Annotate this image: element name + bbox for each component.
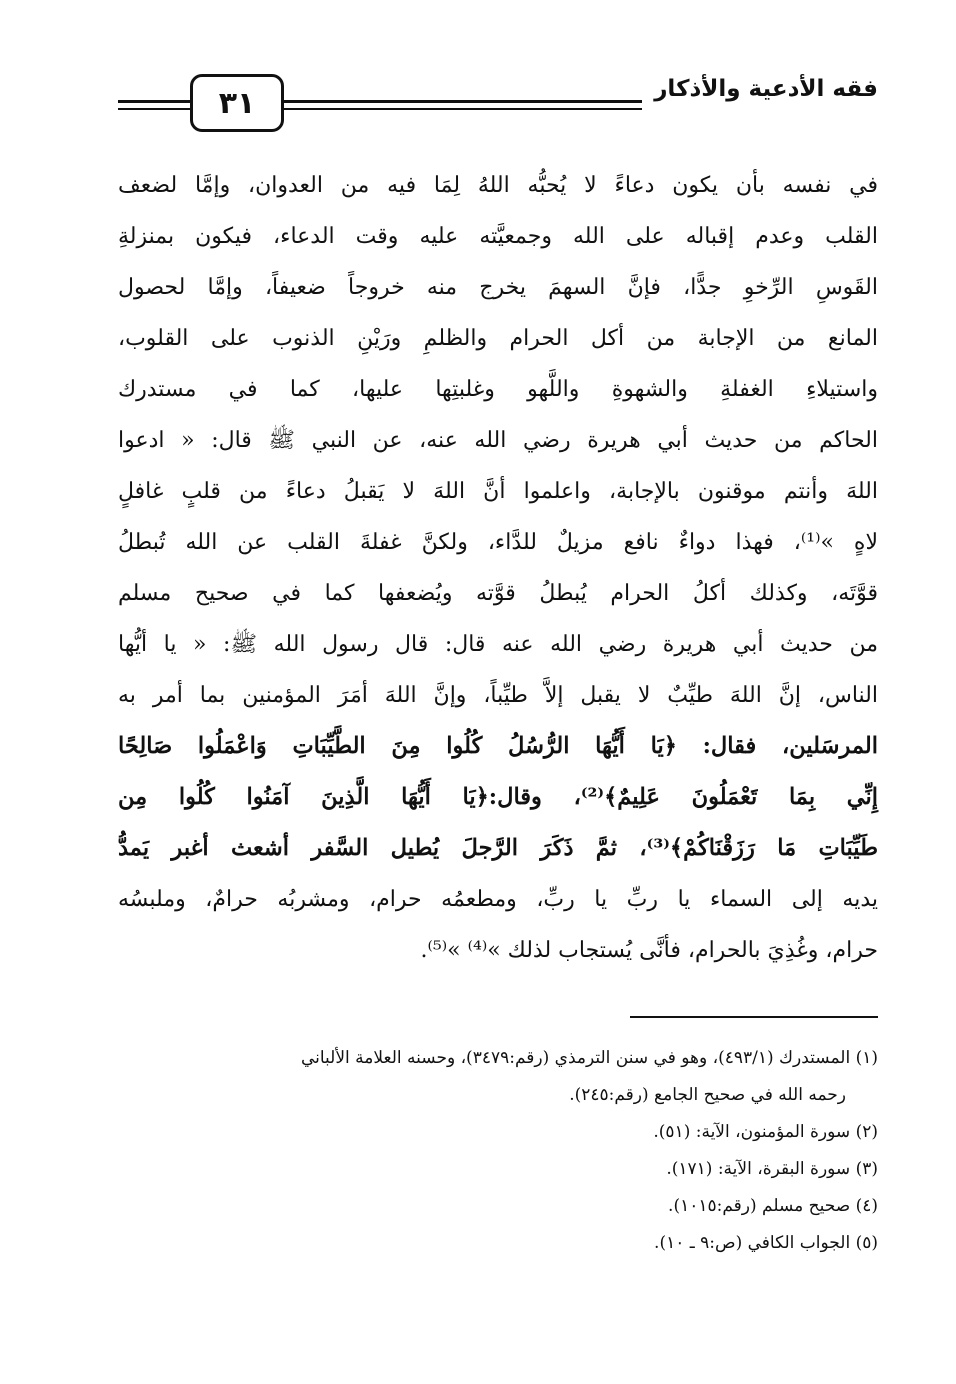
- header-rule-left: [118, 100, 190, 103]
- text-line: القَوسِ الرِّخوِ جدًّا، فإنَّ السهمَ يخرج منه خروجاً ضعيفاً، وإمَّا لحصول: [118, 275, 878, 300]
- page-header: [118, 62, 878, 142]
- footnote-divider: [630, 1016, 878, 1018]
- text-line: يديه إلى السماء يا ربِّ يا ربِّ، ومطعمُه حرام، ومشربُه حرامٌ، وملبسُه: [118, 887, 878, 912]
- text-line: اللهَ وأنتم موقنون بالإجابة، واعلموا أنَّ اللهَ لا يَقبلُ دعاءً من قلبٍ غافلٍ: [118, 479, 878, 504]
- page-number: ٣١: [190, 74, 284, 132]
- footnote-continuation: رحمه الله في صحيح الجامع (رقم:٢٤٥).: [569, 1085, 846, 1105]
- text-line: في نفسه بأن يكون دعاءً لا يُحبُّه اللهُ لِمَا فيه من العدوان، وإمَّا لضعف: [118, 173, 878, 198]
- quran-line: المرسَلين، فقال: ﴿يَا أَيُّهَا الرُّسُلُ كُلُوا مِنَ الطَّيِّبَاتِ وَاعْمَلُوا صَالِحًا: [118, 733, 878, 759]
- text-line: حرام، وغُذِيَ بالحرام، فأنَّى يُستجاب لذلك »⁽⁴⁾ »⁽⁵⁾.: [420, 938, 878, 963]
- text-line: المانع من الإجابة من أكل الحرام والظلمِ ورَيْنِ الذنوب على القلوب،: [118, 326, 878, 351]
- quran-line: طَيِّبَاتِ مَا رَزَقْنَاكُمْ﴾⁽³⁾، ثمَّ ذَكَرَ الرَّجلَ يُطيل السَّفر أشعث أغبر يَمدُّ: [118, 835, 878, 861]
- text-line: من حديث أبي هريرة رضي الله عنه قال: قال رسول الله ﷺ: « يا أيُّها: [118, 632, 878, 657]
- text-line: قوَّتَه، وكذلك أكلُ الحرام يُبطلُ قوَّته ويُضعفها كما في صحيح مسلم: [118, 581, 878, 606]
- footnote: (١) المستدرك (٤٩٣/١)، وهو في سنن الترمذي (رقم:٣٤٧٩)، وحسنه العلامة الألباني: [300, 1048, 878, 1068]
- quran-line: إِنِّي بِمَا تَعْمَلُونَ عَلِيمٌ﴾⁽²⁾، وقال:﴿يَا أَيُّهَا الَّذِينَ آمَنُوا كُلُوا مِن: [118, 784, 879, 810]
- footnote: (٣) سورة البقرة، الآية: (١٧١).: [666, 1159, 878, 1179]
- main-text: [118, 160, 878, 976]
- text-line: الحاكم من حديث أبي هريرة رضي الله عنه، عن النبي ﷺ قال: « ادعوا: [118, 428, 878, 453]
- header-rule-right: [284, 100, 642, 103]
- text-line: لاهٍ »⁽¹⁾، فهذا دواءٌ نافع مزيلٌ للدَّاء، ولكنَّ غفلةَ القلب عن الله تُبطلُ: [118, 530, 878, 555]
- footnote: (٥) الجواب الكافي (ص:٩ ـ ١٠).: [654, 1233, 878, 1253]
- text-line: الناس، إنَّ اللهَ طيِّبٌ لا يقبل إلاَّ طيِّباً، وإنَّ اللهَ أمَرَ المؤمنين بما أمر به: [118, 683, 878, 708]
- text-line: القلب وعدم إقباله على الله وجمعيَّته عليه وقت الدعاء، فيكون بمنزلةِ: [118, 224, 878, 249]
- header-rule-right-thin: [284, 108, 642, 110]
- text-line: واستيلاءِ الغفلةِ والشهوةِ واللَّهو وغلبتِها عليها، كما في مستدرك: [118, 377, 878, 402]
- header-rule-left-thin: [118, 108, 190, 110]
- book-title: فقه الأدعية والأذكار: [654, 76, 878, 102]
- footnotes: [118, 1040, 878, 1262]
- footnote: (٢) سورة المؤمنون، الآية: (٥١).: [653, 1122, 878, 1142]
- footnote: (٤) صحيح مسلم (رقم:١٠١٥).: [668, 1196, 878, 1216]
